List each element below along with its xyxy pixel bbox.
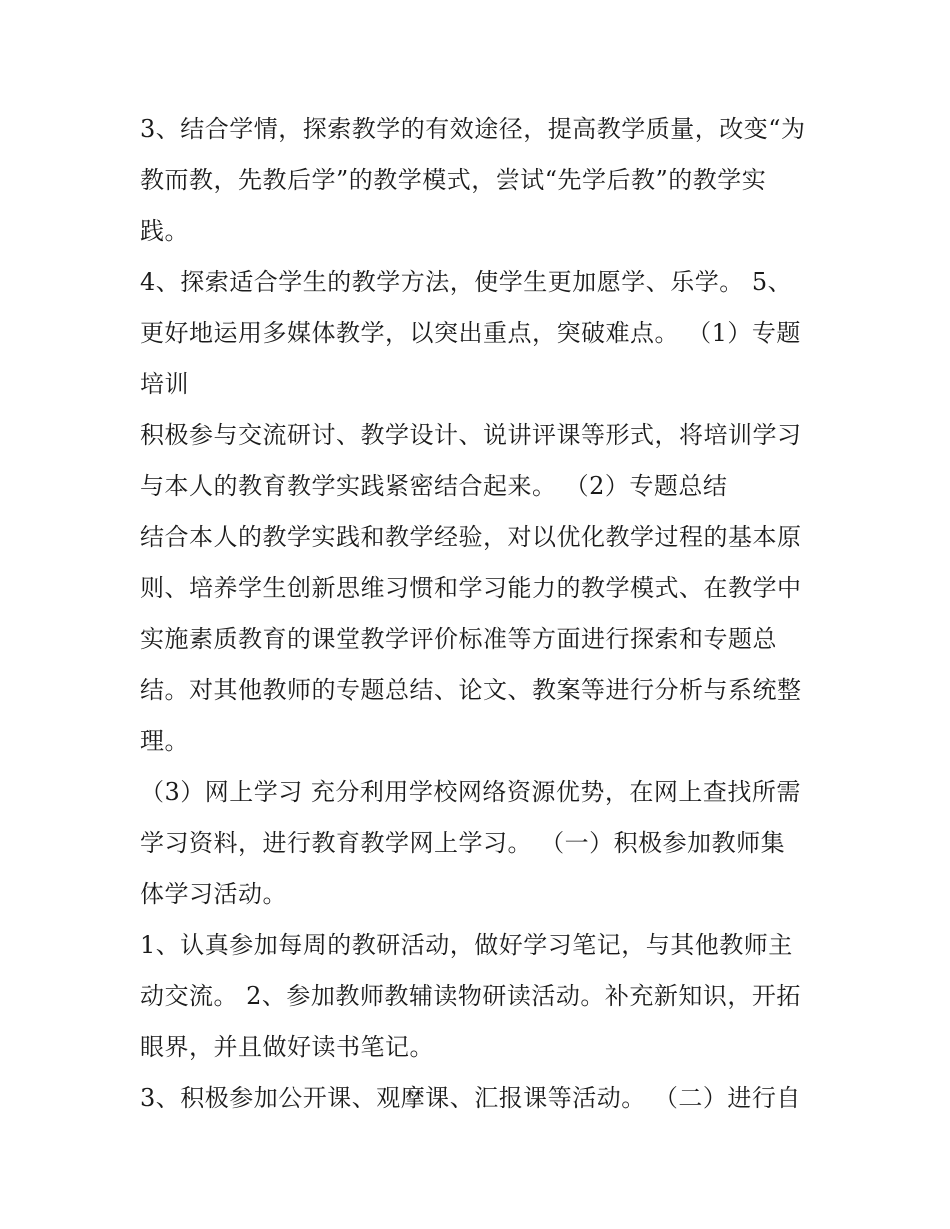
text-line: 则、培养学生创新思维习惯和学习能力的教学模式、在教学中 (140, 574, 802, 602)
text-line: 教而教，先教后学”的教学模式，尝试“先学后教”的教学实 (140, 166, 767, 194)
text-line: 3、积极参加公开课、观摩课、汇报课等活动。 （二）进行自 (140, 1084, 801, 1112)
text-line: 眼界，并且做好读书笔记。 (140, 1033, 434, 1061)
text-line: 理。 (140, 727, 189, 755)
text-line: 学习资料，进行教育教学网上学习。 （一）积极参加教师集 (140, 829, 786, 857)
text-line: 更好地运用多媒体教学，以突出重点，突破难点。 （1）专题 (140, 319, 801, 347)
text-line: 动交流。 2、参加教师教辅读物研读活动。补充新知识，开拓 (140, 982, 801, 1010)
text-line: 3、结合学情，探索教学的有效途径，提高教学质量，改变“为 (140, 115, 806, 143)
text-line: 培训 (140, 370, 189, 398)
text-line: （3）网上学习 充分利用学校网络资源优势，在网上查找所需 (140, 778, 801, 806)
text-line: 积极参与交流研讨、教学设计、说讲评课等形式，将培训学习 (140, 421, 802, 449)
text-line: 实施素质教育的课堂教学评价标准等方面进行探索和专题总 (140, 625, 777, 653)
text-line: 践。 (140, 217, 189, 245)
text-line: 结。对其他教师的专题总结、论文、教案等进行分析与系统整 (140, 676, 802, 704)
text-line: 4、探索适合学生的教学方法，使学生更加愿学、乐学。 5、 (140, 268, 793, 296)
text-line: 1、认真参加每周的教研活动，做好学习笔记，与其他教师主 (140, 931, 793, 959)
text-line: 与本人的教育教学实践紧密结合起来。 （2）专题总结 (140, 472, 728, 500)
text-line: 体学习活动。 (140, 880, 287, 908)
text-line: 结合本人的教学实践和教学经验，对以优化教学过程的基本原 (140, 523, 802, 551)
